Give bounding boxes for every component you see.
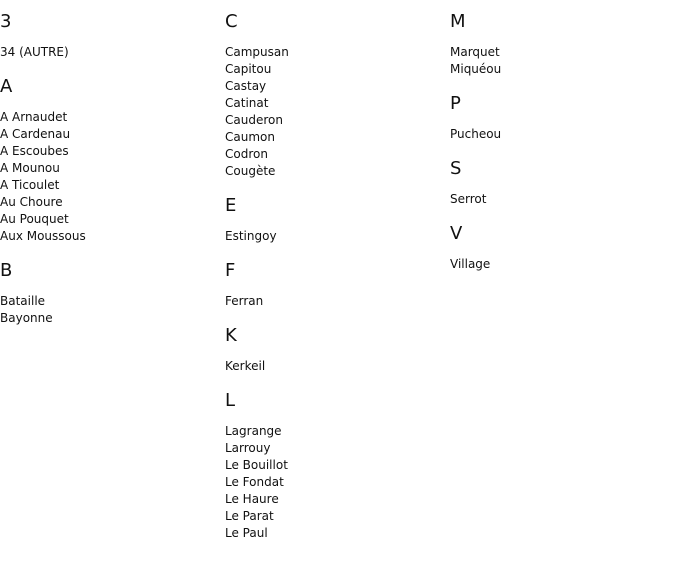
letter-heading: S xyxy=(450,158,462,179)
street-list xyxy=(0,293,215,327)
letter-heading: B xyxy=(0,260,13,281)
street-link[interactable]: Le Parat xyxy=(225,509,274,523)
letter-group-c xyxy=(225,10,440,180)
list-item xyxy=(225,44,440,61)
letter-group-b xyxy=(0,259,215,327)
list-item xyxy=(0,160,215,177)
street-link[interactable]: Le Bouillot xyxy=(225,458,288,472)
street-link[interactable]: Larrouy xyxy=(225,441,271,455)
street-link[interactable]: A Escoubes xyxy=(0,144,69,158)
street-link[interactable]: Serrot xyxy=(450,192,487,206)
list-item xyxy=(450,61,665,78)
list-item xyxy=(225,112,440,129)
list-item xyxy=(450,44,665,61)
list-item xyxy=(225,95,440,112)
list-item xyxy=(225,129,440,146)
list-item xyxy=(225,457,440,474)
list-item xyxy=(0,177,215,194)
street-link[interactable]: 34 (AUTRE) xyxy=(0,45,69,59)
letter-group-e xyxy=(225,194,440,245)
street-link[interactable]: Caumon xyxy=(225,130,275,144)
street-link[interactable]: Lagrange xyxy=(225,424,282,438)
letter-group-v xyxy=(450,222,665,273)
index-column-1 xyxy=(0,10,215,341)
letter-heading: E xyxy=(225,195,237,216)
street-link[interactable]: Bataille xyxy=(0,294,46,308)
street-list xyxy=(450,44,665,78)
list-item xyxy=(225,228,440,245)
letter-heading: K xyxy=(225,325,237,346)
street-list xyxy=(225,44,440,180)
street-link[interactable]: Ferran xyxy=(225,294,264,308)
list-item xyxy=(225,474,440,491)
street-list xyxy=(450,191,665,208)
list-item xyxy=(0,211,215,228)
street-link[interactable]: Village xyxy=(450,257,491,271)
street-link[interactable]: Castay xyxy=(225,79,267,93)
list-item xyxy=(0,109,215,126)
letter-heading: F xyxy=(225,260,236,281)
list-item xyxy=(225,440,440,457)
street-link[interactable]: Catinat xyxy=(225,96,269,110)
list-item xyxy=(225,508,440,525)
street-link[interactable]: Pucheou xyxy=(450,127,502,141)
street-link[interactable]: Kerkeil xyxy=(225,359,266,373)
street-link[interactable]: Aux Moussous xyxy=(0,229,86,243)
street-list xyxy=(225,293,440,310)
letter-group-3 xyxy=(0,10,215,61)
street-link[interactable]: A Arnaudet xyxy=(0,110,68,124)
street-link[interactable]: Le Paul xyxy=(225,526,268,540)
street-link[interactable]: Estingoy xyxy=(225,229,277,243)
street-link[interactable]: Bayonne xyxy=(0,311,53,325)
list-item xyxy=(0,126,215,143)
street-link[interactable]: Cauderon xyxy=(225,113,283,127)
list-item xyxy=(225,146,440,163)
list-item xyxy=(225,423,440,440)
street-list xyxy=(0,44,215,61)
letter-heading: M xyxy=(450,11,466,32)
letter-group-f xyxy=(225,259,440,310)
index-column-3 xyxy=(450,10,665,287)
list-item xyxy=(0,194,215,211)
street-link[interactable]: Le Fondat xyxy=(225,475,284,489)
list-item xyxy=(0,310,215,327)
list-item xyxy=(225,163,440,180)
street-link[interactable]: Miquéou xyxy=(450,62,502,76)
letter-group-a xyxy=(0,75,215,245)
list-item xyxy=(0,44,215,61)
list-item xyxy=(450,191,665,208)
letter-group-p xyxy=(450,92,665,143)
street-link[interactable]: Le Haure xyxy=(225,492,279,506)
list-item xyxy=(225,358,440,375)
list-item xyxy=(0,143,215,160)
list-item xyxy=(225,61,440,78)
street-link[interactable]: Au Choure xyxy=(0,195,63,209)
street-list xyxy=(225,358,440,375)
street-link[interactable]: A Cardenau xyxy=(0,127,71,141)
street-list xyxy=(225,423,440,542)
street-link[interactable]: A Mounou xyxy=(0,161,60,175)
letter-heading: 3 xyxy=(0,11,12,32)
street-link[interactable]: Au Pouquet xyxy=(0,212,69,226)
letter-heading: V xyxy=(450,223,463,244)
letter-heading: P xyxy=(450,93,461,114)
street-list xyxy=(450,126,665,143)
street-link[interactable]: Capitou xyxy=(225,62,272,76)
list-item xyxy=(225,78,440,95)
list-item xyxy=(225,491,440,508)
list-item xyxy=(225,525,440,542)
street-link[interactable]: Marquet xyxy=(450,45,500,59)
street-list xyxy=(450,256,665,273)
letter-group-m xyxy=(450,10,665,78)
letter-heading: L xyxy=(225,390,236,411)
index-column-2 xyxy=(225,10,440,556)
letter-heading: C xyxy=(225,11,238,32)
street-link[interactable]: Campusan xyxy=(225,45,289,59)
list-item xyxy=(0,293,215,310)
letter-group-k xyxy=(225,324,440,375)
letter-group-l xyxy=(225,389,440,542)
list-item xyxy=(450,126,665,143)
street-link[interactable]: A Ticoulet xyxy=(0,178,60,192)
list-item xyxy=(0,228,215,245)
street-list xyxy=(0,109,215,245)
list-item xyxy=(225,293,440,310)
letter-heading: A xyxy=(0,76,13,97)
street-list xyxy=(225,228,440,245)
letter-group-s xyxy=(450,157,665,208)
street-link[interactable]: Codron xyxy=(225,147,268,161)
list-item xyxy=(450,256,665,273)
street-link[interactable]: Cougète xyxy=(225,164,276,178)
